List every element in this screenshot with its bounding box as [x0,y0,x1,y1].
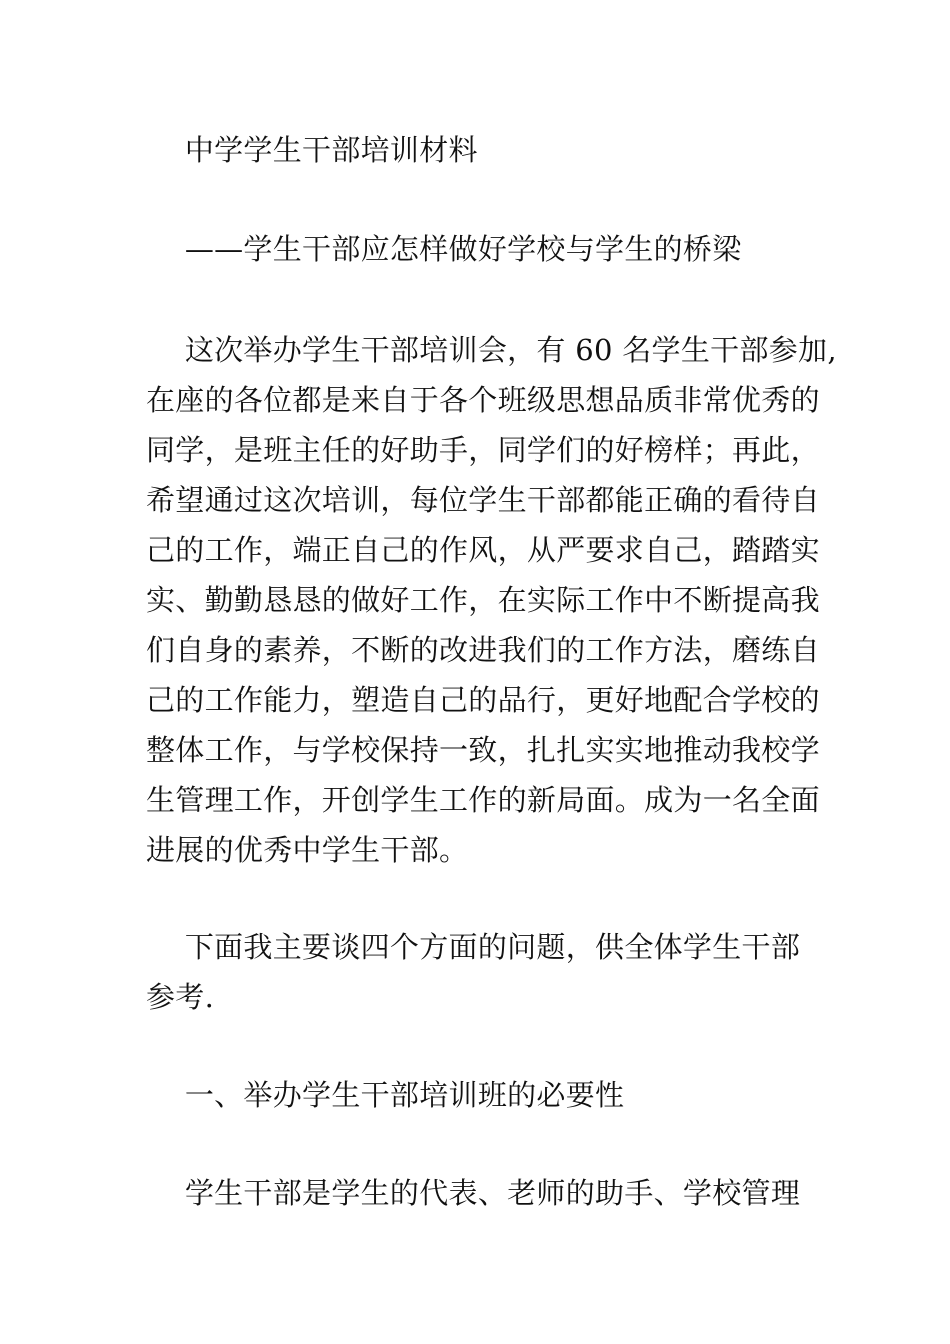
paragraph-section-one [146,1168,808,1218]
title-line: 中学学生干部培训材料 [146,133,478,167]
paragraph-line: 这次举办学生干部培训会，有 60 名学生干部参加, [146,333,837,367]
paragraph-line: 下面我主要谈四个方面的问题，供全体学生干部 [146,930,801,964]
paragraph-line: 参考. [146,980,215,1014]
paragraph-line: 己的工作能力，塑造自己的品行，更好地配合学校的 [146,683,820,717]
paragraph-outline [146,922,808,1022]
paragraph-line: 实、勤勤恳恳的做好工作，在实际工作中不断提高我 [146,583,820,617]
paragraph-line: 们自身的素养，不断的改进我们的工作方法，磨练自 [146,633,820,667]
paragraph-introduction [146,325,837,875]
paragraph-line: 在座的各位都是来自于各个班级思想品质非常优秀的 [146,383,820,417]
document-subtitle [146,224,808,274]
paragraph-line: 同学，是班主任的好助手，同学们的好榜样；再此， [146,433,820,467]
paragraph-line: 生管理工作，开创学生工作的新局面。成为一名全面 [146,783,820,817]
paragraph-line: 进展的优秀中学生干部。 [146,833,469,867]
paragraph-line: 整体工作，与学校保持一致，扎扎实实地推动我校学 [146,733,820,767]
document-title [146,125,808,175]
heading-line: 一、举办学生干部培训班的必要性 [146,1078,625,1112]
section-heading [146,1070,808,1120]
paragraph-line: 学生干部是学生的代表、老师的助手、学校管理 [146,1176,801,1210]
paragraph-line: 己的工作，端正自己的作风，从严要求自己，踏踏实 [146,533,820,567]
paragraph-line: 希望通过这次培训，每位学生干部都能正确的看待自 [146,483,820,517]
subtitle-line: ——学生干部应怎样做好学校与学生的桥梁 [146,232,742,266]
